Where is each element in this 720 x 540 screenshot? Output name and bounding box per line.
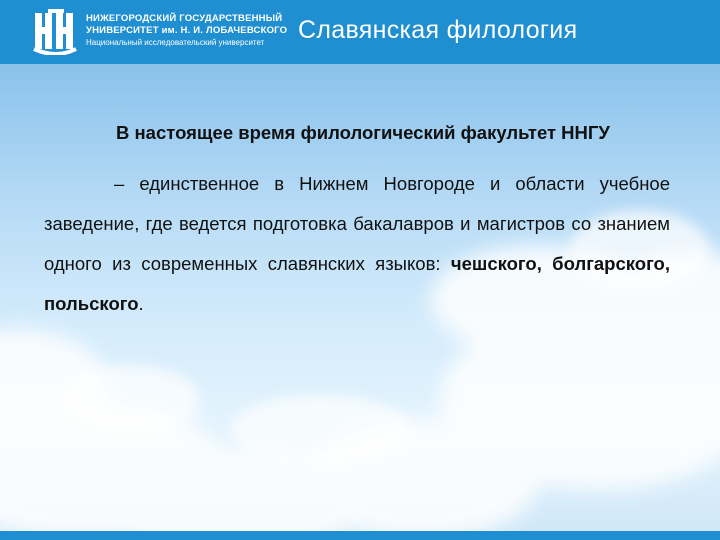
university-name-line1: НИЖЕГОРОДСКИЙ ГОСУДАРСТВЕННЫЙ: [86, 13, 283, 24]
language-polish: польского: [44, 293, 139, 314]
final-period: .: [138, 293, 144, 314]
body-paragraph: [44, 164, 670, 324]
slide-title: Славянская филология: [298, 16, 578, 44]
university-name-line2: УНИВЕРСИТЕТ им. Н. И. ЛОБАЧЕВСКОГО: [86, 25, 288, 36]
university-logo-icon: [32, 9, 80, 55]
university-name: [86, 13, 287, 49]
language-czech: чешского,: [450, 253, 542, 274]
university-name-line3: Национальный исследовательский университет: [86, 38, 265, 47]
body-intro-text: – единственное в Нижнем Новгороде и области учебное заведение, где ведется подготовка бакалавров и магистров со знанием одного из современных славянских языков:: [44, 173, 670, 274]
header-bar: [0, 0, 720, 64]
language-bulgarian: болгарского,: [552, 253, 670, 274]
lead-paragraph: [44, 118, 670, 148]
slide-content: [44, 118, 670, 324]
bottom-bar: [0, 531, 720, 540]
lead-text: В настоящее время филологический факультет ННГУ: [116, 122, 610, 143]
